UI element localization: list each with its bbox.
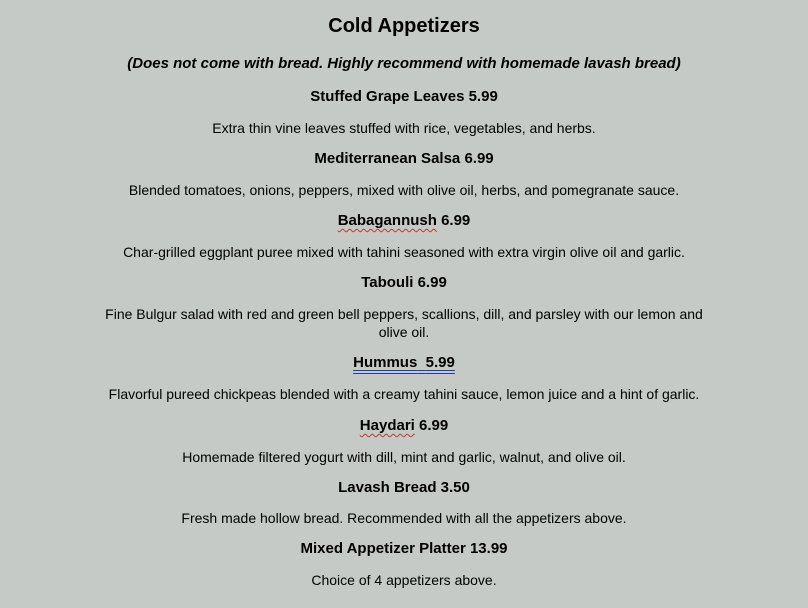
item-name: Stuffed Grape Leaves [310, 88, 465, 105]
menu-item-name-hummus [0, 354, 808, 371]
menu-item-description: Homemade filtered yogurt with dill, mint and garlic, walnut, and olive oil. [182, 449, 626, 465]
item-name: Lavash Bread [338, 479, 437, 496]
item-price: 6.99 [417, 274, 447, 291]
menu-item-description: Fresh made hollow bread. Recommended with all the appetizers above. [181, 510, 627, 526]
item-name-hummus-with-price [353, 354, 455, 371]
item-name: Haydari [359, 417, 415, 434]
menu-item-description: Blended tomatoes, onions, peppers, mixed with olive oil, herbs, and pomegranate sauce. [128, 182, 680, 198]
item-name: Hummus [353, 354, 418, 371]
menu-item-description: Fine Bulgur salad with red and green bell peppers, scallions, dill, and parsley with our lemon and olive oil. [105, 306, 703, 340]
menu-item-name-tabouli [0, 274, 808, 291]
menu-item-description: Choice of 4 appetizers above. [311, 572, 497, 588]
item-name: Babagannush [337, 212, 437, 229]
item-price: 13.99 [469, 540, 508, 557]
item-price: 5.99 [468, 88, 498, 105]
menu-item-name-stuffed-grape-leaves [0, 88, 808, 105]
menu-item-name-babagannush [0, 212, 808, 229]
menu-item-name-mixed-appetizer-platter [0, 540, 808, 557]
menu-item-description: Char-grilled eggplant puree mixed with tahini seasoned with extra virgin olive oil and garlic. [123, 244, 685, 260]
menu-item-name-mediterranean-salsa [0, 150, 808, 167]
item-price: 6.99 [464, 150, 494, 167]
menu-item-description: Flavorful pureed chickpeas blended with a creamy tahini sauce, lemon juice and a hint of garlic. [108, 386, 700, 402]
menu-item-name-lavash-bread [0, 479, 808, 496]
item-price: 6.99 [441, 212, 471, 229]
bread-note: (Does not come with bread. Highly recommend with homemade lavash bread) [127, 55, 681, 72]
menu-item-name-haydari [0, 417, 808, 434]
item-price: 3.50 [440, 479, 470, 496]
item-name: Mediterranean Salsa [314, 150, 461, 167]
page-title: Cold Appetizers [328, 15, 480, 37]
item-price: 6.99 [419, 417, 449, 434]
item-name: Tabouli [361, 274, 414, 291]
item-name: Mixed Appetizer Platter [300, 540, 466, 557]
menu-item-description: Extra thin vine leaves stuffed with rice, vegetables, and herbs. [212, 120, 596, 136]
item-price: 5.99 [425, 354, 455, 371]
